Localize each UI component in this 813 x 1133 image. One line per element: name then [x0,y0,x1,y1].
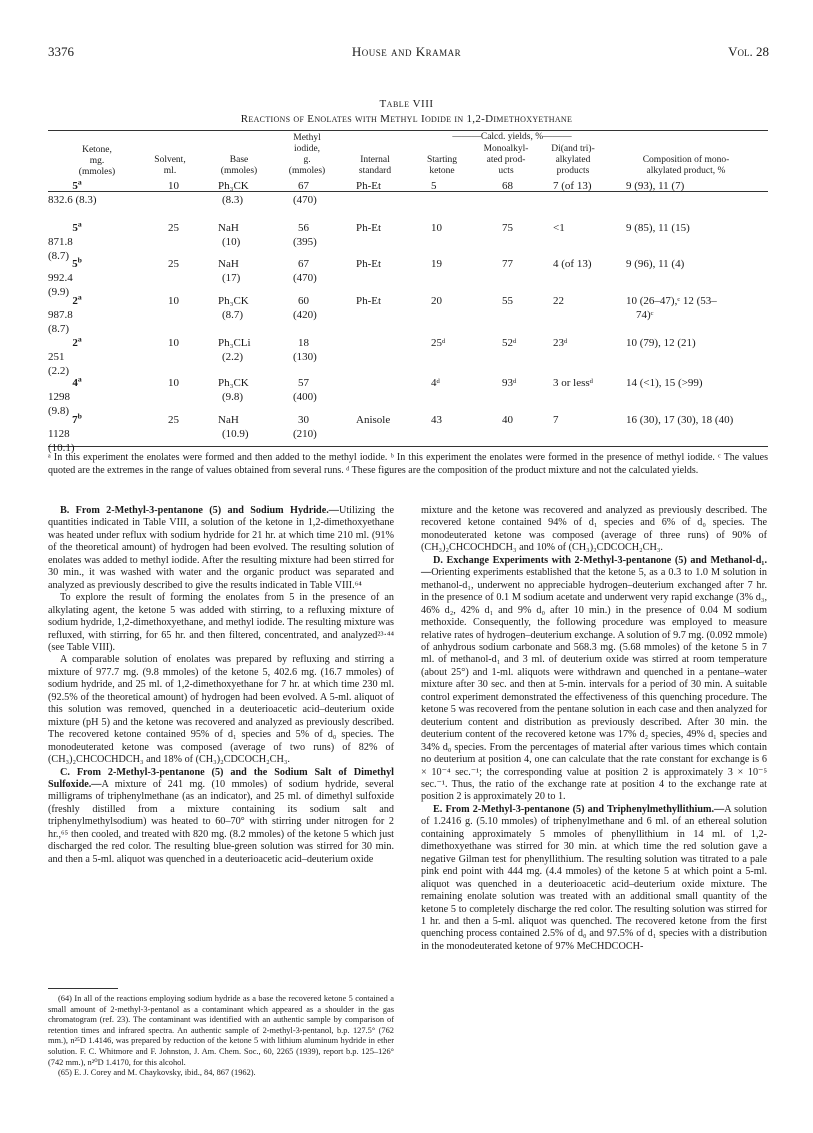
column-header-line: Starting [426,155,458,165]
composition: 10 (79), 12 (21) [626,337,696,349]
left-column-paragraph [48,654,394,766]
left-column-paragraph [48,505,394,592]
section-heading: B. From 2-Methyl-3-pentanone (5) and Sodium Hydride.— [60,505,339,516]
ketone-footnote-mark: a [77,334,82,344]
table-caption: Reactions of Enolates with Methyl Iodide in 1,2-Dimethoxyethane [240,113,573,125]
ketone-number: 2$^a$ [72,292,82,307]
methyl-iodide-grams: 30 [298,414,309,426]
starting-ketone-yield: 20 [431,295,442,307]
ketone-mass: 251 [48,351,65,363]
column-header-line: alkylated [555,155,591,165]
monoalkylated-yield: 75 [502,222,513,234]
ketone-mmoles: (2.2) [48,365,70,377]
page-number: 3376 [48,44,74,59]
paragraph-text: To explore the result of forming the enolates from 5 in the presence of an alkylating agent, the ketone 5 was added with stirring, to a refluxing mixture of sodium hydride, 1,2-dimethoxyethane, and methyl iodide. The resulting mixture was refluxed, with stirring, for 65 hr. and then filtered, concentrated, and analyzed²³·⁴⁴ (see Table VIII). [48,592,394,653]
monoalkylated-yield: 52ᵈ [502,337,517,349]
composition: 9 (85), 11 (15) [626,222,690,234]
ketone-mass: 992.4 [48,272,73,284]
base-mmoles: (10) [222,236,241,248]
column-header-line: Composition of mono- [642,155,730,165]
footnotes [48,994,394,1079]
ketone-footnote-mark: b [77,255,82,265]
ketone-mass: 871.8 [48,236,73,248]
dialkylated-yield: 3 or lessᵈ [553,377,594,389]
table-number: Table VIII [379,98,434,110]
column-header-ketone [62,145,132,178]
column-header-line: ketone [429,166,455,176]
base-mmoles: (17) [222,272,241,284]
column-header-line: standard [358,166,392,176]
column-header-solvent [140,155,200,177]
section-heading: D. Exchange Experiments with 2-Methyl-3-pentanone (5) and Methanol-d₁.— [421,554,767,579]
base-mmoles: (8.7) [222,309,244,321]
internal-standard: Ph-Et [356,258,382,270]
ketone-mmoles: (9.9) [48,286,70,298]
ketone-number: 7$^b$ [72,411,82,426]
base-name: NaH [218,414,239,426]
calcd-yields-group-header: ———Calcd. yields, %——— [452,132,572,142]
internal-standard: Ph-Et [356,180,382,192]
column-header-internal-standard [346,155,404,177]
right-column-paragraph [421,505,767,555]
volume-label: Vol. 28 [728,44,769,59]
ketone-number: 5$^b$ [72,255,82,270]
ketone-mass: 832.6 (8.3) [48,194,97,206]
methyl-iodide-mmoles: (420) [293,309,317,321]
methyl-iodide-mmoles: (400) [293,391,317,403]
base-name: Ph₃CK [218,377,249,389]
methyl-iodide-grams: 18 [298,337,309,349]
methyl-iodide-grams: 56 [298,222,309,234]
base-name: Ph₃CK [218,295,249,307]
composition: 9 (96), 11 (4) [626,258,685,270]
table-bottom-rule [48,446,768,447]
ketone-mass: 1128 [48,428,70,440]
solvent-volume: 25 [168,258,179,270]
monoalkylated-yield: 55 [502,295,513,307]
ketone-mmoles: (9.8) [48,405,70,417]
column-header-methyl-iodide [277,133,337,177]
composition: 10 (26–47),ᶜ 12 (53– [626,295,717,307]
right-column-paragraph [421,555,767,804]
left-column-paragraph [48,767,394,867]
composition: 9 (93), 11 (7) [626,180,685,192]
ketone-number: 5$^a$ [72,177,82,192]
ketone-footnote-mark: a [77,177,82,187]
column-header-line: mg. [89,156,105,166]
column-header-line: iodide, [293,144,321,154]
left-column [48,505,394,866]
ketone-footnote-mark: a [77,374,82,384]
column-header-line: Solvent, [154,155,186,165]
dialkylated-yield: 22 [553,295,564,307]
base-name: Ph₃CLi [218,337,251,349]
monoalkylated-yield: 68 [502,180,513,192]
methyl-iodide-grams: 67 [298,258,309,270]
solvent-volume: 10 [168,295,179,307]
dialkylated-yield: 7 [553,414,559,426]
methyl-iodide-mmoles: (470) [293,194,317,206]
methyl-iodide-grams: 60 [298,295,309,307]
base-mmoles: (2.2) [222,351,244,363]
base-name: NaH [218,222,239,234]
paragraph-text: Utilizing the quantities indicated in Table VIII, a solution of the ketone in 1,2-dimethoxyethane was heated under reflux with sodium hydride for 21 hr. at which time 210 ml. (91% of the theoretical amount) of hydrogen had been evolved. The resulting solution of enolates was added to methyl iodide. After the resulting mixture had been stirred for 30 min., it was washed with water and the organic product was separated and analyzed as previously described to give the results indicated in Table VIII.⁶⁴ [48,505,394,591]
ketone-mass: 1298 [48,391,70,403]
ketone-mmoles: (8.7) [48,250,70,262]
solvent-volume: 25 [168,222,179,234]
section-heading: C. From 2-Methyl-3-pentanone (5) and the Sodium Salt of Dimethyl Sulfoxide.— [48,766,394,790]
column-header-line: Methyl [293,133,321,143]
paragraph-text: A solution of 1.2416 g. (5.10 mmoles) of triphenylmethane and 6 ml. of an ethereal solution containing approximately 5 mmoles of phenyllithium in 14 ml. of 1,2-dimethoxyethane was stirred for 30 min. at which time the red solution gave a negative Gilman test for phenyllithium. The resulting solution was titrated to a pale pink end point with 444 mg. (4.4 mmoles) of the ketone 5 at which point a 5-ml. aliquot was quenched in a deuterioacetic acid–deuterium oxide mixture. The remaining enolate solution was treated with an additional small quantity of the ketone 5 to completely discharge the red color. The resulting solution was stirred for 1 hr. and then a 5-ml. aliquot was quenched. The recovered ketone from the first quenching process contained 2.5% of d₀ and 97.5% of d₁ species with a distribution in the monodeuterated ketone of 97% MeCHDCOCH- [421,803,767,952]
ketone-footnote-mark: a [77,292,82,302]
column-header-line: Di(and tri)- [551,144,595,154]
column-header-line: ucts [498,166,514,176]
ketone-number: 2$^a$ [72,334,82,349]
ketone-number: 4$^a$ [72,374,82,389]
base-mmoles: (8.3) [222,194,244,206]
solvent-volume: 25 [168,414,179,426]
dialkylated-yield: 23ᵈ [553,337,568,349]
methyl-iodide-mmoles: (130) [293,351,317,363]
table-top-rule [48,130,768,131]
paragraph-text: A comparable solution of enolates was prepared by refluxing and stirring a mixture of 977.7 mg. (9.8 mmoles) of the ketone 5, 402.6 mg. (16.7 mmoles) of sodium hydride, and 25 ml. of 1,2-dimethoxyethane for 7 hr. at which time 230 ml. (92.5% of the theoretical amount) of hydrogen had been evolved. A 5-ml. aliquot of this solution was removed, quenched in a deuterioacetic acid–deuterium oxide mixture (pH 5) and the ketone was recovered and analyzed as previously described. The recovered ketone contained 95% of d₁ species and 5% of d₀ species. The monodeuterated ketone was composed (average of two runs) of 82% of (CH₃)₂CHCOCHDCH₃ and 18% of (CH₃)₂CDCOCH₂CH₃. [48,654,394,766]
monoalkylated-yield: 93ᵈ [502,377,517,389]
monoalkylated-yield: 40 [502,414,513,426]
column-header-line: ated prod- [486,155,526,165]
footnote-rule [48,988,118,989]
column-header-base [204,155,274,177]
monoalkylated-yield: 77 [502,258,513,270]
dialkylated-yield: 7 (of 13) [553,180,592,192]
solvent-volume: 10 [168,377,179,389]
column-header-line: Ketone, [82,145,112,155]
starting-ketone-yield: 5 [431,180,437,192]
section-heading: E. From 2-Methyl-3-pentanone (5) and Triphenylmethyllithium.— [433,803,725,815]
ketone-footnote-mark: a [77,219,82,229]
dialkylated-yield: <1 [553,222,565,234]
starting-ketone-yield: 43 [431,414,442,426]
column-header-line: Monoalkyl- [483,144,529,154]
solvent-volume: 10 [168,180,179,192]
column-header-composition [616,155,756,177]
paragraph-text: mixture and the ketone was recovered and analyzed as previously described. The recovered ketone contained 94% of d₁ species and 6% of d₀ species. The monodeuterated ketone was composed (average of three runs) of 90% of (CH₃)₂CHCOCHDCH₃ and 10% of (CH₃)₂CDCOCH₂CH₃. [421,505,767,554]
ketone-number: 5$^a$ [72,219,82,234]
composition: 14 (<1), 15 (>99) [626,377,703,389]
composition: 16 (30), 17 (30), 18 (40) [626,414,734,426]
column-header-line: g. [303,155,311,165]
column-header-line: Internal [360,155,390,165]
table-footnote: ᵃ In this experiment the enolates were formed and then added to the methyl iodide. ᵇ In this experiment the enolates were formed in the presence of methyl iodide. ᶜ The values quoted are the extremes in the range of values obtained from several runs. ᵈ These figures are the composition of the product mixture and not the calculated yields. [48,452,768,476]
base-mmoles: (9.8) [222,391,244,403]
internal-standard: Ph-Et [356,222,382,234]
left-column-paragraph [48,592,394,654]
column-header-monoalkylated [476,144,536,177]
ketone-footnote-mark: b [77,411,82,421]
footnote: (64) In all of the reactions employing sodium hydride as a base the recovered ketone 5 contained a small amount of 2-methyl-3-pentanol as a contaminant which appeared as a shoulder in the gas chromatogram (ref. 23). The contaminant was identified with an authentic sample by comparison of retention times and infrared spectra. An authentic sample of 2-methyl-3-pentanol, b.p. 127.5° (762 mm.), n²⁵D 1.4146, was prepared by reduction of the ketone 5 with lithium aluminum hydride in ether solution. F. C. Whitmore and F. Johnston, J. Am. Chem. Soc., 60, 2265 (1939), report b.p. 125–126° (742 mm.), n²⁰D 1.4170, for this alcohol. [48,994,394,1067]
solvent-volume: 10 [168,337,179,349]
base-mmoles: (10.9) [222,428,249,440]
starting-ketone-yield: 4ᵈ [431,377,440,389]
ketone-mmoles: (10.1) [48,442,75,454]
starting-ketone-yield: 10 [431,222,442,234]
column-header-line: (mmoles) [78,167,116,177]
methyl-iodide-grams: 57 [298,377,309,389]
base-name: NaH [218,258,239,270]
footnote: (65) E. J. Corey and M. Chaykovsky, ibid., 84, 867 (1962). [58,1068,256,1078]
right-column [421,505,767,953]
column-header-line: products [556,166,590,176]
methyl-iodide-grams: 67 [298,180,309,192]
methyl-iodide-mmoles: (210) [293,428,317,440]
column-header-line: Base [229,155,249,165]
ketone-mmoles: (8.7) [48,323,70,335]
column-header-starting-ketone [418,155,466,177]
column-header-line: alkylated product, % [646,166,726,176]
ketone-mass: 987.8 [48,309,73,321]
paragraph-text: Orienting experiments established that the ketone 5, as a 0.3 to 1.0 M solution in methanol-d₁, underwent no appreciable hydrogen–deuterium exchanged after 7 hr. in the presence of 0.1 M sodium acetate and underwent very rapid exchange (3% d₃, 46% d₂, 42% d₁ and 9% d₀ after 10 min.) in the presence of 0.04 M sodium methoxide. Consequently, the following procedure was employed to measure relative rates of hydrogen–deuterium exchange. A solution of 9.7 mg. (0.092 mmole) of anhydrous sodium carbonate and 568.3 mg. (5.68 mmoles) of the ketone 5 in 7 ml. of methanol-d₁ and 3 ml. of deuterium oxide was stirred at room temperature (about 25°) and 1-ml. aliquots were withdrawn and quenched in a pentane–water mixture after 30 sec. and then at 5-min. intervals for a period of 30 min. A suitable control experiment demonstrated the effectiveness of this quenching procedure. The ketone 5 was recovered from the pentane solution in each case and then analyzed for deuterium content and distribution as previously described. After 30 min. the deuterium content of the recovered ketone was 17% d₂ species, 49% d₁ species and 34% d₀ species. From the percentages of material after various times which contain no deuterium at position 4, one can calculate that the rate constant for exchange is 6 × 10⁻⁴ sec.⁻¹; the corresponding value at position 2 is approximately 3 × 10⁻⁵ sec.⁻¹. Thus, the ratio of the exchange rate at position 4 to the exchange rate at position 2 is approximately 20 to 1. [421,567,768,803]
dialkylated-yield: 4 (of 13) [553,258,592,270]
base-name: Ph₃CK [218,180,249,192]
methyl-iodide-mmoles: (470) [293,272,317,284]
column-header-line: (mmoles) [220,166,258,176]
internal-standard: Ph-Et [356,295,382,307]
right-column-paragraph [421,804,767,953]
internal-standard: Anisole [356,414,391,426]
starting-ketone-yield: 19 [431,258,442,270]
composition-continued: 74)ᶜ [636,309,654,321]
methyl-iodide-mmoles: (395) [293,236,317,248]
running-title: House and Kramar [351,44,462,59]
column-header-line: (mmoles) [288,166,326,176]
column-header-dialkylated [541,144,605,177]
column-header-line: ml. [163,166,177,176]
paragraph-text: A mixture of 241 mg. (10 mmoles) of sodium hydride, several milligrams of triphenylmethane (as an indicator), and 25 ml. of dimethyl sulfoxide (freshly distilled from a mixture containing its sodium salt and triphenylmethylsodium) was heated to 60–70° with stirring under nitrogen for 2 hr.,⁶⁵ then cooled, and treated with 820 mg. (8.2 mmoles) of the ketone 5 which just discharged the red color. The resulting blue-green solution was stirred for 30 min. and then a 5-ml. aliquot was quenched in a deuterioacetic acid–deuterium oxide [48,778,394,865]
starting-ketone-yield: 25ᵈ [431,337,446,349]
